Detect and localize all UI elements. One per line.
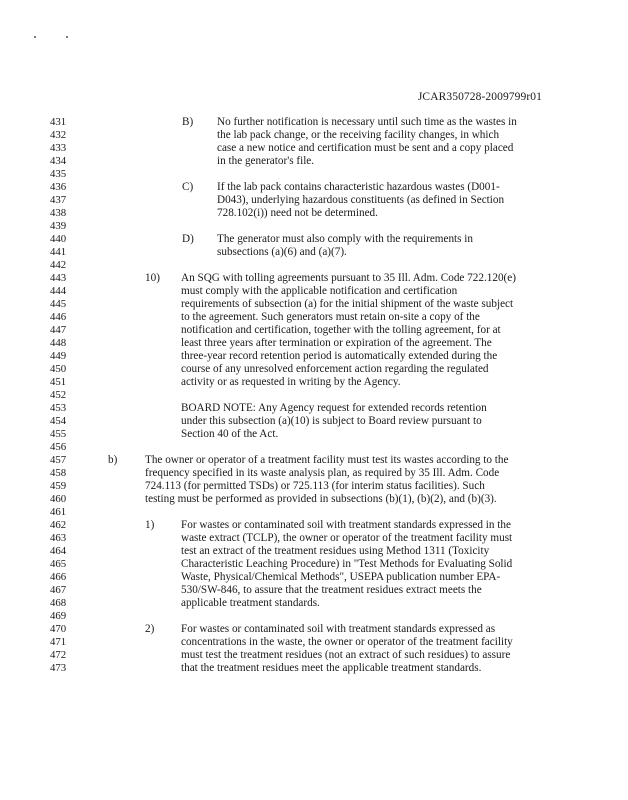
text-line: waste extract (TCLP), the owner or operator of the treatment facility must (181, 532, 513, 544)
line-number: 450 (50, 363, 67, 375)
text-line: concentrations in the waste, the owner or operator of the treatment facility (181, 636, 513, 648)
text-line: the lab pack change, or the receiving facility changes, in which (217, 129, 500, 141)
line-number: 453 (50, 402, 67, 414)
line-number: 462 (50, 519, 67, 531)
text-line: 530/SW-846, to assure that the treatment residues extract meets the (181, 584, 482, 596)
item-label: 2) (145, 623, 155, 635)
text-line: Section 40 of the Act. (181, 428, 279, 440)
text-line: D043), underlying hazardous constituents (as defined in Section (217, 194, 505, 206)
text-line: applicable treatment standards. (181, 597, 320, 609)
text-line: must test the treatment residues (not an extract of such residues) to assure (181, 649, 511, 661)
text-line: 724.113 (for permitted TSDs) or 725.113 (for interim status facilities). Such (145, 480, 485, 492)
line-number: 465 (50, 558, 67, 570)
line-number: 452 (50, 389, 67, 401)
text-line: course of any unresolved enforcement action regarding the regulated (181, 363, 489, 375)
line-number: 454 (50, 415, 67, 427)
line-number: 460 (50, 493, 67, 505)
line-number: 461 (50, 506, 67, 518)
text-line: that the treatment residues meet the applicable treatment standards. (181, 662, 482, 674)
line-number: 463 (50, 532, 67, 544)
line-number: 467 (50, 584, 67, 596)
line-number: 439 (50, 220, 67, 232)
text-line: notification and certification, together with the tolling agreement, for at (181, 324, 501, 336)
line-number: 432 (50, 129, 67, 141)
item-label: 10) (145, 272, 160, 284)
text-line: under this subsection (a)(10) is subject to Board review pursuant to (181, 415, 482, 427)
text-line: No further notification is necessary until such time as the wastes in (217, 116, 517, 128)
text-line: frequency specified in its waste analysis plan, as required by 35 Ill. Adm. Code (145, 467, 500, 479)
text-line: For wastes or contaminated soil with treatment standards expressed as (181, 623, 496, 635)
line-number: 464 (50, 545, 67, 557)
line-number: 451 (50, 376, 67, 388)
text-line: requirements of subsection (a) for the initial shipment of the waste subject (181, 298, 514, 310)
line-number: 434 (50, 155, 67, 167)
paragraph-text (181, 623, 513, 675)
item-label: C) (182, 181, 194, 193)
text-line: Characteristic Leaching Procedure) in "Test Methods for Evaluating Solid (181, 558, 513, 570)
line-number: 455 (50, 428, 67, 440)
line-number-column (50, 116, 76, 675)
line-number: 471 (50, 636, 67, 648)
line-number: 449 (50, 350, 67, 362)
text-line: An SQG with tolling agreements pursuant to 35 Ill. Adm. Code 722.120(e) (181, 272, 516, 284)
scan-speck (34, 36, 36, 38)
text-line: 728.102(i)) need not be determined. (217, 207, 378, 219)
text-line: If the lab pack contains characteristic hazardous wastes (D001- (217, 181, 500, 193)
line-number: 437 (50, 194, 67, 206)
line-number: 442 (50, 259, 67, 271)
line-number: 456 (50, 441, 67, 453)
line-number: 445 (50, 298, 67, 310)
text-line: testing must be performed as provided in subsections (b)(1), (b)(2), and (b)(3). (145, 493, 497, 505)
line-number: 446 (50, 311, 67, 323)
paragraph-text (181, 402, 487, 441)
line-number: 431 (50, 116, 67, 128)
line-number: 444 (50, 285, 67, 297)
line-number: 433 (50, 142, 67, 154)
text-line: For wastes or contaminated soil with treatment standards expressed in the (181, 519, 511, 531)
text-line: in the generator's file. (217, 155, 315, 167)
text-line: least three years after termination or expiration of the agreement. The (181, 337, 492, 349)
paragraph-text (217, 116, 517, 168)
line-number: 448 (50, 337, 67, 349)
text-line: subsections (a)(6) and (a)(7). (217, 246, 347, 258)
text-line: Waste, Physical/Chemical Methods", USEPA publication number EPA- (181, 571, 501, 583)
line-number: 466 (50, 571, 67, 583)
line-number: 458 (50, 467, 67, 479)
paragraph-text (181, 272, 516, 389)
text-line: BOARD NOTE: Any Agency request for extended records retention (181, 402, 487, 414)
line-number: 447 (50, 324, 67, 336)
text-line: must comply with the applicable notification and certification (181, 285, 458, 297)
line-number: 457 (50, 454, 67, 466)
text-line: test an extract of the treatment residues using Method 1311 (Toxicity (181, 545, 490, 557)
text-line: The owner or operator of a treatment facility must test its wastes according to the (145, 454, 509, 466)
scan-speck (66, 36, 68, 38)
line-number: 441 (50, 246, 67, 258)
text-line: to the agreement. Such generators must retain on-site a copy of the (181, 311, 480, 323)
line-number: 468 (50, 597, 67, 609)
text-line: three-year record retention period is automatically extended during the (181, 350, 498, 362)
paragraph-text (145, 454, 508, 506)
line-number: 435 (50, 168, 67, 180)
line-number: 470 (50, 623, 67, 635)
paragraph-text (217, 233, 473, 259)
line-number: 469 (50, 610, 67, 622)
document-id-header: JCAR350728-2009799r01 (417, 91, 542, 103)
line-number: 459 (50, 480, 67, 492)
item-label: 1) (145, 519, 155, 531)
item-label: B) (182, 116, 194, 128)
item-label: b) (108, 454, 118, 466)
line-number: 443 (50, 272, 67, 284)
text-line: activity or as requested in writing by the Agency. (181, 376, 401, 388)
line-number: 472 (50, 649, 67, 661)
line-number: 473 (50, 662, 67, 674)
item-label: D) (182, 233, 194, 245)
paragraph-text (181, 519, 512, 610)
line-number: 436 (50, 181, 67, 193)
text-line: The generator must also comply with the requirements in (217, 233, 474, 245)
paragraph-text (217, 181, 504, 220)
line-number: 440 (50, 233, 67, 245)
line-number: 438 (50, 207, 67, 219)
text-line: case a new notice and certification must be sent and a copy placed (217, 142, 514, 154)
